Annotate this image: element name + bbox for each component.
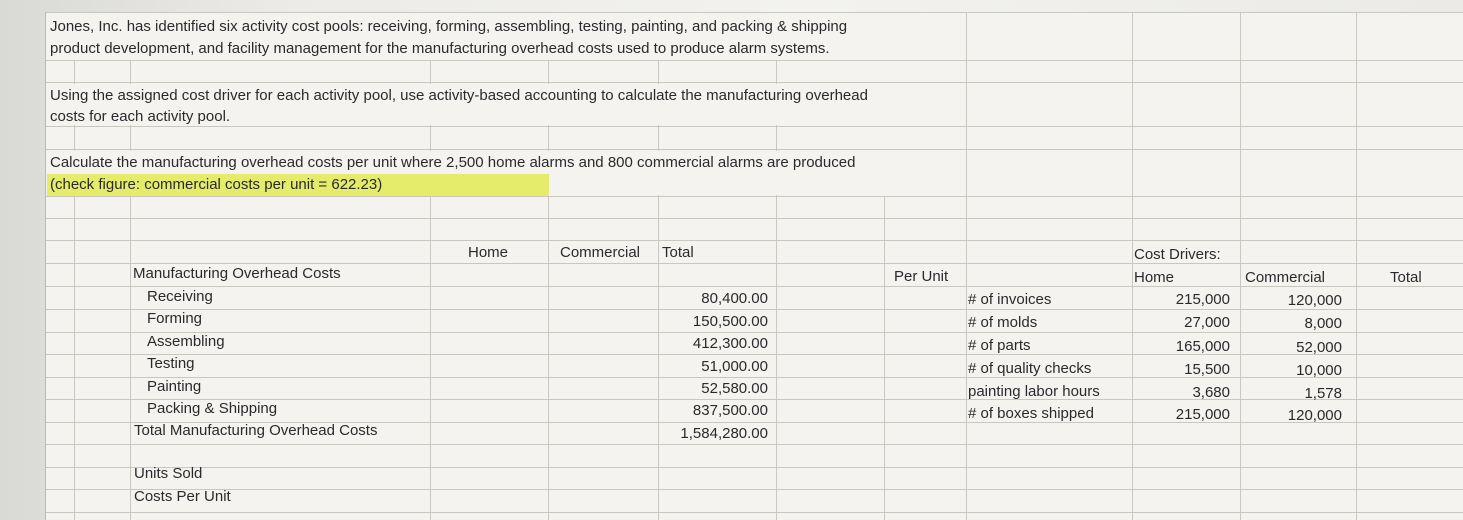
activity-label: Painting	[147, 378, 202, 395]
driver-commercial-value[interactable]: 8,000	[1304, 315, 1342, 332]
header-commercial: Commercial	[560, 244, 641, 261]
activity-label: Packing & Shipping	[147, 400, 278, 417]
column-divider	[548, 60, 549, 520]
activity-total[interactable]: 80,400.00	[701, 290, 768, 307]
column-divider	[430, 60, 431, 520]
costs-per-unit-label: Costs Per Unit	[134, 488, 231, 505]
spreadsheet-grid[interactable]	[45, 12, 1463, 520]
header-driver-home: Home	[1134, 269, 1175, 286]
driver-commercial-value[interactable]: 10,000	[1296, 362, 1342, 379]
driver-home-value[interactable]: 215,000	[1175, 291, 1230, 308]
activity-total[interactable]: 150,500.00	[692, 313, 768, 330]
header-cost-drivers: Cost Drivers:	[1134, 246, 1221, 263]
activity-label: Forming	[147, 310, 203, 327]
units-sold-label: Units Sold	[134, 465, 203, 482]
cost-driver-name: # of quality checks	[968, 360, 1092, 377]
cost-driver-name: # of parts	[968, 337, 1031, 354]
driver-commercial-value[interactable]: 120,000	[1287, 292, 1342, 309]
activity-total[interactable]: 837,500.00	[692, 402, 768, 419]
row-divider	[46, 126, 1463, 127]
header-driver-commercial: Commercial	[1245, 269, 1326, 286]
column-divider	[1132, 12, 1133, 520]
header-driver-total: Total	[1390, 269, 1422, 286]
driver-home-value[interactable]: 215,000	[1175, 406, 1230, 423]
activity-label: Receiving	[147, 288, 213, 305]
column-divider	[884, 196, 885, 520]
row-divider	[46, 12, 1463, 13]
instructions-line-2: product development, and facility management for the manufacturing overhead costs used to produce alarm systems.	[50, 40, 830, 57]
row-divider	[46, 467, 1463, 468]
cost-driver-name: # of molds	[968, 314, 1038, 331]
row-divider	[46, 196, 1463, 197]
header-per-unit: Per Unit	[894, 268, 949, 285]
driver-home-value[interactable]: 27,000	[1184, 314, 1230, 331]
row-divider	[46, 512, 1463, 513]
header-total: Total	[662, 244, 694, 261]
cost-driver-name: # of invoices	[968, 291, 1052, 308]
moh-title: Manufacturing Overhead Costs	[133, 265, 341, 282]
row-divider	[46, 60, 1463, 61]
column-divider	[1356, 12, 1357, 520]
column-divider	[966, 12, 967, 520]
driver-commercial-value[interactable]: 1,578	[1304, 385, 1342, 402]
row-divider	[46, 489, 1463, 490]
activity-total[interactable]: 52,580.00	[701, 380, 768, 397]
activity-total[interactable]: 51,000.00	[701, 358, 768, 375]
activity-label: Assembling	[147, 333, 225, 350]
row-divider	[46, 149, 1463, 150]
column-divider	[1240, 12, 1241, 520]
row-divider	[46, 263, 1463, 264]
driver-commercial-value[interactable]: 52,000	[1296, 339, 1342, 356]
instructions-line-4: costs for each activity pool.	[50, 108, 231, 125]
total-moh-value[interactable]: 1,584,280.00	[680, 425, 768, 442]
cost-driver-name: painting labor hours	[968, 383, 1100, 400]
row-divider	[46, 82, 1463, 83]
activity-total[interactable]: 412,300.00	[692, 335, 768, 352]
driver-home-value[interactable]: 165,000	[1175, 338, 1230, 355]
total-moh-label: Total Manufacturing Overhead Costs	[134, 422, 378, 439]
header-home: Home	[468, 244, 509, 261]
instructions-line-1: Jones, Inc. has identified six activity cost pools: receiving, forming, assembling, testing, painting, and packing & shipping	[50, 18, 848, 35]
activity-label: Testing	[147, 355, 195, 372]
column-divider	[130, 60, 131, 520]
column-divider	[776, 60, 777, 520]
cost-driver-name: # of boxes shipped	[968, 405, 1094, 422]
row-divider	[46, 218, 1463, 219]
check-figure-text: (check figure: commercial costs per unit = 622.23)	[50, 176, 383, 193]
instructions-line-3: Using the assigned cost driver for each activity pool, use activity-based accounting to calculate the manufacturing overhead	[50, 87, 868, 104]
row-divider	[46, 444, 1463, 445]
driver-home-value[interactable]: 3,680	[1192, 384, 1230, 401]
driver-home-value[interactable]: 15,500	[1184, 361, 1230, 378]
row-divider	[46, 240, 1463, 241]
column-divider	[74, 60, 75, 520]
driver-commercial-value[interactable]: 120,000	[1287, 407, 1342, 424]
instructions-line-5: Calculate the manufacturing overhead costs per unit where 2,500 home alarms and 800 commercial alarms are produced	[50, 154, 856, 171]
